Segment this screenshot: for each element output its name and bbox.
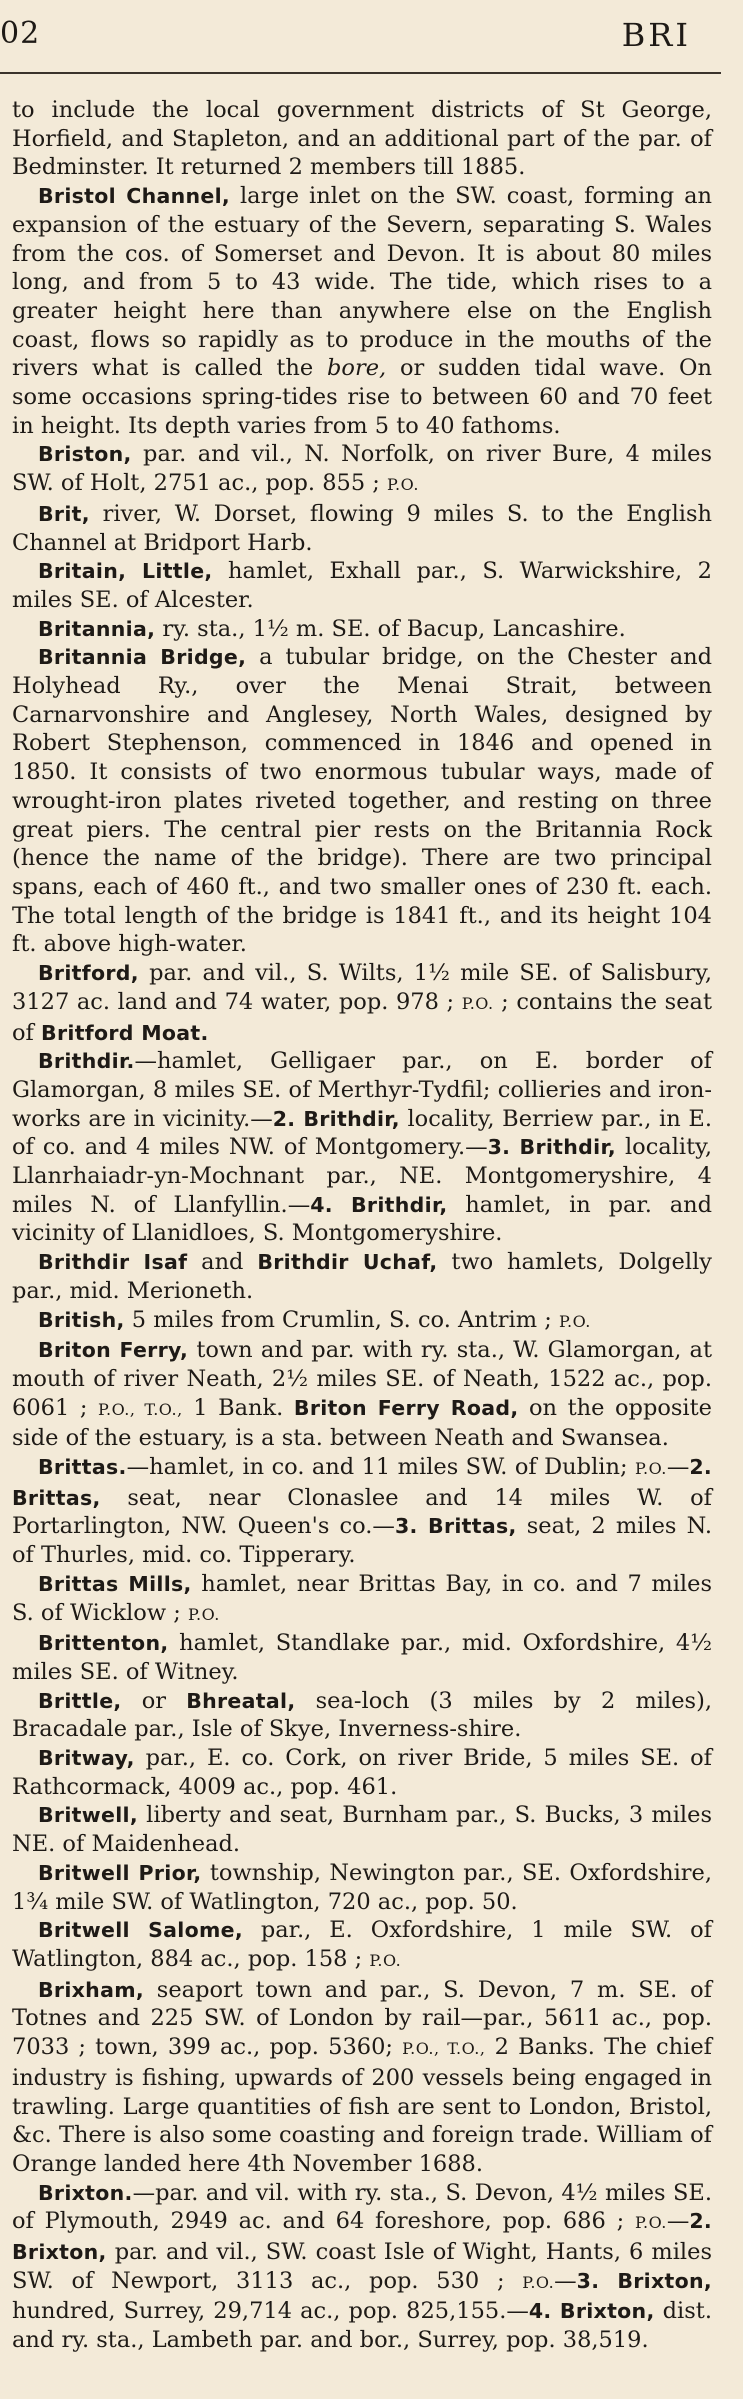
entry-text: township, Newington par., SE. Oxfordshire, 1¾ mile SW. of Watlington, 720 ac., pop. 50. bbox=[12, 1859, 712, 1915]
entry-headword: 3. Brittas, bbox=[394, 1514, 517, 1539]
abbreviation: P.O. bbox=[188, 1604, 220, 1624]
running-head: BRI bbox=[621, 16, 691, 54]
gazetteer-entry bbox=[12, 1916, 712, 1975]
entry-text: hamlet, near Brittas Bay, in co. and 7 miles S. of Wicklow ; bbox=[12, 1570, 712, 1626]
entry-headword: Brit, bbox=[38, 501, 90, 526]
entry-headword: Brithdir. bbox=[38, 1049, 135, 1074]
entry-text: or bbox=[121, 1687, 187, 1714]
text-column bbox=[12, 96, 712, 2355]
entry-headword: Brixton. bbox=[38, 2180, 133, 2205]
abbreviation: P.O., T.O., bbox=[402, 2039, 486, 2059]
entry-text: —par. and vil. with ry. sta., S. Devon, 4½ miles SE. of Plymouth, 2949 ac. and 64 foreshore, pop. 686 ; bbox=[12, 2179, 712, 2235]
continued-paragraph bbox=[12, 96, 712, 182]
entry-text: — bbox=[554, 2267, 577, 2294]
gazetteer-entry bbox=[12, 1306, 712, 1337]
entry-text: par. and vil., N. Norfolk, on river Bure, 4 miles SW. of Holt, 2751 ac., pop. 855 ; bbox=[12, 441, 712, 497]
entry-headword: Britford Moat. bbox=[41, 1020, 209, 1045]
gazetteer-entry bbox=[12, 1976, 712, 2179]
gazetteer-entry bbox=[12, 615, 712, 644]
entry-text: hamlet, Standlake par., mid. Oxfordshire, 4½ miles SE. of Witney. bbox=[12, 1630, 712, 1685]
entry-headword: Briton Ferry, bbox=[38, 1338, 189, 1363]
abbreviation: P.O. bbox=[461, 993, 494, 1013]
entry-text: or sudden tidal wave. On some occasions spring-tides rise to between 60 and 70 feet in height. Its depth varies from 5 to 40 fathoms. bbox=[12, 355, 712, 439]
gazetteer-entry bbox=[12, 182, 712, 440]
entry-text: river, W. Dorset, flowing 9 miles S. to the English Channel at Bridport Harb. bbox=[12, 500, 712, 556]
entry-text: par. and vil., S. Wilts, 1½ mile SE. of Salisbury, 3127 ac. land and 74 water, pop. 978 ; bbox=[12, 960, 712, 1015]
gazetteer-entry bbox=[12, 1570, 712, 1629]
gazetteer-entry bbox=[12, 1629, 712, 1686]
entry-text: large inlet on the SW. coast, forming an expansion of the estuary of the Severn, separating S. Wales from the cos. of Somerset and Devon. It is about 80 miles long, and from 5 to 43 wide. The tide, which rises to a greater height here than anywhere else on the English coast, flows so rapidly as to produce in the mouths of the rivers what is called the bbox=[12, 183, 712, 382]
entry-headword: Bristol Channel, bbox=[38, 184, 231, 209]
gazetteer-entry bbox=[12, 1248, 712, 1305]
entry-text: sea-loch (3 miles by 2 miles), Bracadale par., Isle of Skye, Inverness-shire. bbox=[12, 1687, 712, 1743]
gazetteer-entry bbox=[12, 1336, 712, 1453]
entry-headword: 2. Brittas, bbox=[12, 1455, 712, 1510]
entry-text: 2 Banks. The chief industry is fishing, upwards of 200 vessels being engaged in trawling. Large quantities of fish are sent to London, Bristol, &c. There is also some coasting and foreign trade. William of Orange landed here 4th November 1688. bbox=[12, 2034, 712, 2177]
gazetteer-entry bbox=[12, 440, 712, 499]
entry-headword: Brittle, bbox=[38, 1688, 122, 1713]
entry-text: par., E. co. Cork, on river Bride, 5 miles SE. of Rathcormack, 4009 ac., pop. 461. bbox=[12, 1745, 712, 1800]
entry-headword: Britway, bbox=[38, 1746, 135, 1771]
entry-text: and bbox=[187, 1249, 258, 1276]
entry-headword: 2. Brixton, bbox=[12, 2209, 712, 2265]
entry-text: —hamlet, in co. and 11 miles SW. of Dublin; bbox=[126, 1454, 635, 1481]
abbreviation: P.O. bbox=[387, 475, 419, 495]
gazetteer-entry bbox=[12, 1047, 712, 1248]
entry-text: locality, Berriew par., in E. of co. and 4 miles NW. of Montgomery.— bbox=[12, 1105, 712, 1161]
gazetteer-entry bbox=[12, 1744, 712, 1801]
page-header bbox=[0, 0, 743, 62]
entry-headword: Brithdir Uchaf, bbox=[257, 1250, 438, 1275]
entry-headword: Britwell Prior, bbox=[38, 1860, 202, 1885]
gazetteer-entry bbox=[12, 1453, 712, 1570]
entry-headword: Britannia Bridge, bbox=[38, 645, 247, 670]
entry-headword: Bhreatal, bbox=[186, 1688, 296, 1713]
entry-headword: Brittenton, bbox=[38, 1631, 169, 1656]
entry-text: on the opposite side of the estuary, is a sta. between Neath and Swansea. bbox=[12, 1394, 712, 1452]
abbreviation: P.O. bbox=[369, 1951, 402, 1970]
entry-text: locality, Llanrhaiadr-yn-Mochnant par., NE. Montgomeryshire, 4 miles N. of Llanfyllin.— bbox=[12, 1134, 713, 1218]
entry-headword: 2. Brithdir, bbox=[272, 1106, 400, 1131]
entry-headword: 3. Brithdir, bbox=[487, 1135, 616, 1160]
entry-headword: Briston, bbox=[38, 442, 132, 467]
entry-text: seaport town and par., S. Devon, 7 m. SE. of Totnes and 225 SW. of London by rail—par., 5611 ac., pop. 7033 ; town, 399 ac., pop. 5360; bbox=[12, 1976, 712, 2061]
entry-text: — bbox=[666, 1454, 690, 1481]
entry-text: hamlet, Exhall par., S. Warwickshire, 2 miles SE. of Alcester. bbox=[12, 558, 712, 613]
entry-headword: 3. Brixton, bbox=[576, 2268, 712, 2293]
entry-text: hamlet, in par. and vicinity of Llanidloes, S. Montgomeryshire. bbox=[12, 1191, 712, 1247]
abbreviation: P.O., T.O., bbox=[97, 1399, 183, 1419]
entry-headword: Britwell, bbox=[38, 1803, 138, 1828]
entry-headword: Briton Ferry Road, bbox=[293, 1395, 519, 1420]
gazetteer-entry bbox=[12, 557, 712, 614]
entry-text: 1 Bank. bbox=[182, 1394, 294, 1421]
entry-headword: Britannia, bbox=[38, 616, 156, 641]
header-rule bbox=[0, 72, 721, 74]
entry-text: hundred, Surrey, 29,714 ac., pop. 825,155.— bbox=[12, 2298, 529, 2325]
entry-headword: Britain, Little, bbox=[38, 559, 213, 584]
entry-text: 5 miles from Crumlin, S. co. Antrim ; bbox=[124, 1306, 559, 1333]
entry-text: ; contains the seat of bbox=[12, 988, 712, 1046]
gazetteer-entry bbox=[12, 959, 712, 1047]
entry-text: seat, near Clonaslee and 14 miles W. of Portarlington, NW. Queen's co.— bbox=[12, 1484, 712, 1540]
entry-text: a tubular bridge, on the Chester and Holyhead Ry., over the Menai Strait, between Carnarvonshire and Anglesey, North Wales, designed by Robert Stephenson, commenced in 1846 and opened in 1850. It consists of two enormous tubular ways, made of wrought-iron plates riveted together, and resting on three great piers. The central pier rests on the Britannia Rock (hence the name of the bridge). There are two principal spans, each of 460 ft., and two smaller ones of 230 ft. each. The total length of the bridge is 1841 ft., and its height 104 ft. above high-water. bbox=[12, 644, 712, 958]
entry-headword: British, bbox=[38, 1307, 125, 1332]
entry-text: par. and vil., SW. coast Isle of Wight, Hants, 6 miles SW. of Newport, 3113 ac., pop. 530 ; bbox=[12, 2239, 712, 2294]
entry-headword: Brixham, bbox=[38, 1977, 144, 2002]
abbreviation: P.O. bbox=[522, 2272, 555, 2292]
entry-headword: Brittas. bbox=[38, 1455, 127, 1480]
entry-text: dist. and ry. sta., Lambeth par. and bor., Surrey, pop. 38,519. bbox=[12, 2298, 712, 2354]
entry-text: town and par. with ry. sta., W. Glamorgan, at mouth of river Neath, 2½ miles SE. of Neath, 1522 ac., pop. 6061 ; bbox=[12, 1337, 712, 1421]
italic-term: bore, bbox=[327, 355, 387, 382]
entry-headword: Brittas Mills, bbox=[38, 1571, 192, 1596]
entry-text: two hamlets, Dolgelly par., mid. Merioneth. bbox=[12, 1249, 712, 1304]
gazetteer-entry bbox=[12, 1687, 712, 1744]
entry-text: liberty and seat, Burnham par., S. Bucks, 3 miles NE. of Maidenhead. bbox=[12, 1802, 712, 1858]
abbreviation: P.O. bbox=[634, 1459, 667, 1479]
gazetteer-entry bbox=[12, 500, 712, 557]
abbreviation: P.O. bbox=[634, 2213, 667, 2233]
entry-headword: Brithdir Isaf bbox=[38, 1250, 188, 1275]
gazetteer-entry bbox=[12, 1859, 712, 1916]
page-number: 02 bbox=[0, 16, 41, 51]
entry-text: to include the local government districts of St George, Horfield, and Stapleton, and an additional part of the par. of Bedminster. It returned 2 members till 1885. bbox=[12, 97, 712, 181]
entry-headword: 4. Brixton, bbox=[528, 2299, 655, 2324]
entry-headword: 4. Brithdir, bbox=[310, 1192, 448, 1217]
entry-headword: Britford, bbox=[38, 961, 139, 986]
gazetteer-entry bbox=[12, 2179, 712, 2355]
entry-headword: Britwell Salome, bbox=[38, 1918, 243, 1943]
entry-text: par., E. Oxfordshire, 1 mile SW. of Watlington, 884 ac., pop. 158 ; bbox=[12, 1917, 712, 1972]
entry-text: —hamlet, Gelligaer par., on E. border of Glamorgan, 8 miles SE. of Merthyr-Tydfil; collieries and iron-works are in vicinity.— bbox=[12, 1048, 712, 1132]
gazetteer-entry bbox=[12, 643, 712, 959]
gazetteer-entry bbox=[12, 1801, 712, 1858]
abbreviation: P.O. bbox=[558, 1311, 591, 1331]
entry-text: seat, 2 miles N. of Thurles, mid. co. Tipperary. bbox=[12, 1513, 712, 1569]
entry-text: — bbox=[666, 2208, 690, 2235]
entry-text: ry. sta., 1½ m. SE. of Bacup, Lancashire. bbox=[155, 615, 626, 642]
